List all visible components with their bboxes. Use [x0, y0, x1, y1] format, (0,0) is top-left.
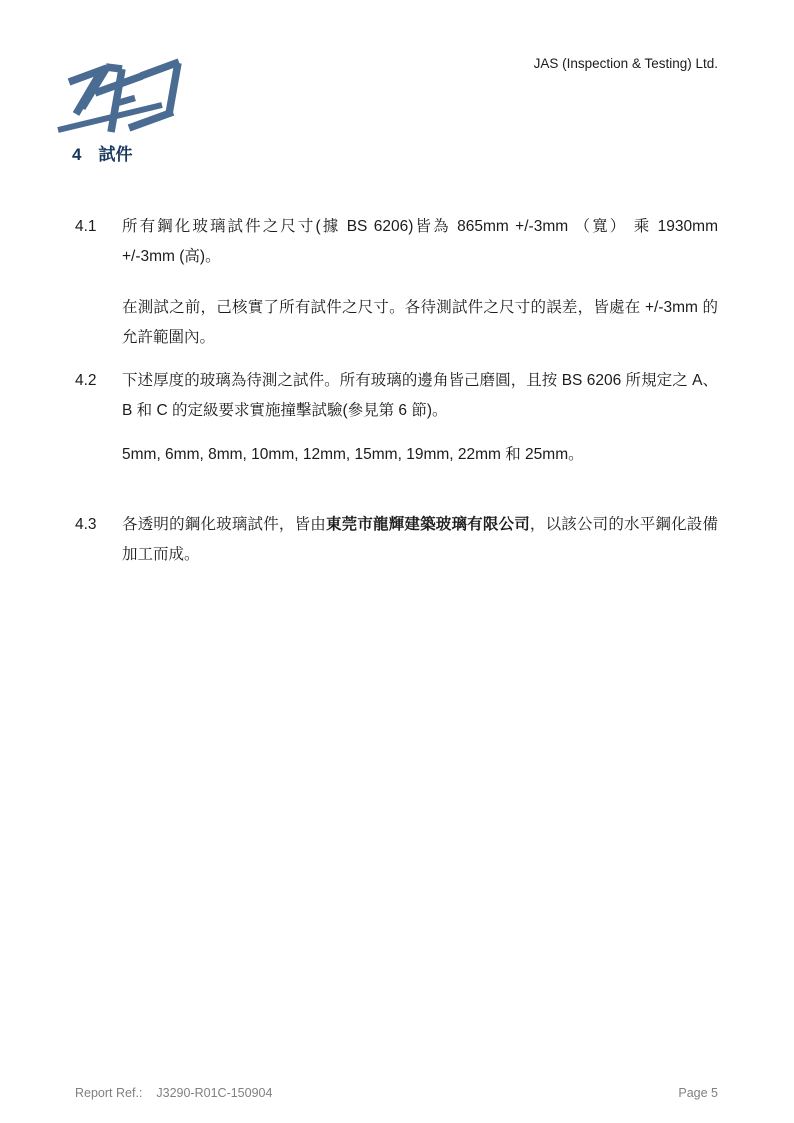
report-ref-value: J3290-R01C-150904: [156, 1086, 273, 1100]
clause-text: 所有鋼化玻璃試件之尺寸(據 BS 6206)皆為 865mm +/-3mm （寬） 乘 1930mm +/-3mm (高)。: [122, 218, 718, 265]
page-footer: [75, 1084, 718, 1102]
clause-number: 4.2: [75, 372, 97, 389]
section-title: 試件: [98, 145, 133, 164]
page-number: Page 5: [678, 1086, 718, 1100]
clause-4-1-paragraph-2: 在測試之前，己核實了所有試件之尺寸。各待測試件之尺寸的誤差，皆處在 +/-3mm 的允許範圍內。: [122, 299, 718, 346]
section-heading: [72, 142, 132, 168]
report-ref-label: Report Ref.:: [75, 1086, 143, 1100]
clause-number: 4.1: [75, 218, 97, 235]
jas-logo-icon: [57, 52, 185, 138]
manufacturer-name: 東莞市龍輝建築玻璃有限公司: [325, 516, 530, 533]
clause-text-suffix: ，以該公司的水平鋼化設備加工而成。: [122, 516, 718, 563]
clause-4-1: [75, 212, 718, 272]
clause-text: [122, 510, 718, 570]
section-number: 4: [72, 145, 82, 164]
clause-number: 4.3: [75, 516, 97, 533]
clause-4-3: [75, 510, 718, 570]
thickness-list: 5mm, 6mm, 8mm, 10mm, 12mm, 15mm, 19mm, 22mm 和 25mm。: [122, 446, 584, 463]
clause-text-prefix: 各透明的鋼化玻璃試件，皆由: [122, 516, 326, 533]
company-name: JAS (Inspection & Testing) Ltd.: [533, 56, 718, 71]
clause-4-2: [75, 366, 718, 426]
clause-text: 下述厚度的玻璃為待測之試件。所有玻璃的邊角皆己磨圓，且按 BS 6206 所規定之 A、B 和 C 的定級要求實施撞擊試驗(參見第 6 節)。: [122, 372, 718, 419]
report-ref: [75, 1084, 272, 1102]
